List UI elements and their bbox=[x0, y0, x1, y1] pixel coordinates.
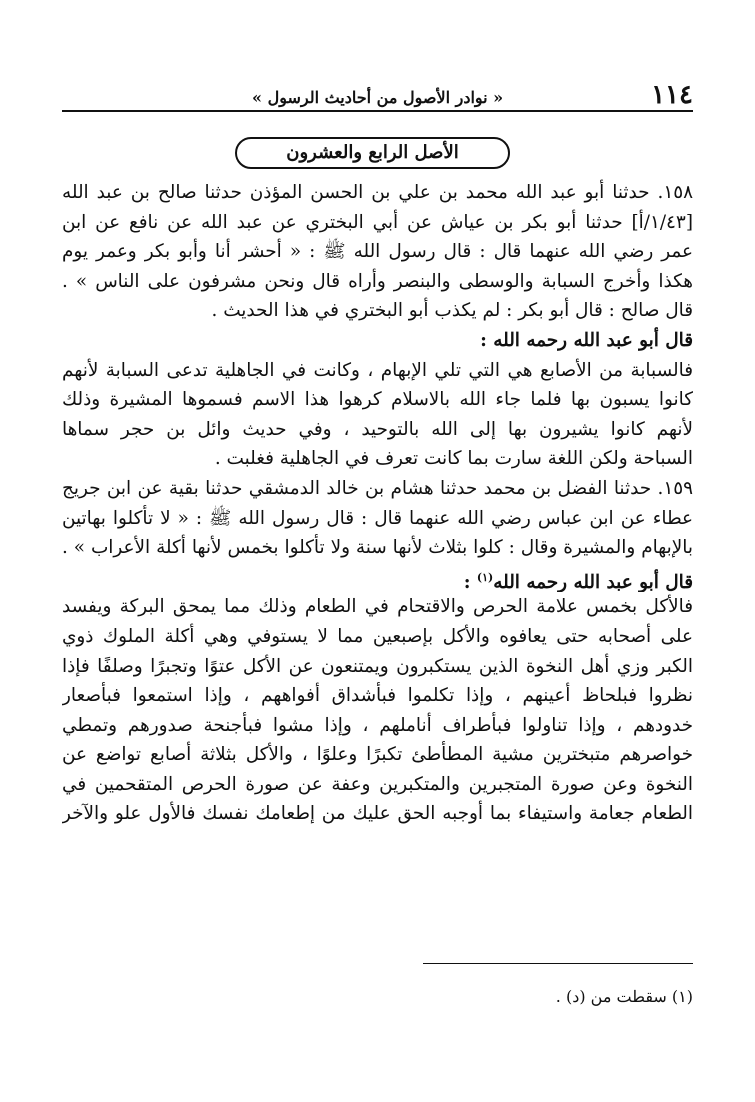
text-line: على أصحابه حتى يعافوه والأكل بإصبعين مما لا يستوفي وهي أكلة الملوك ذوي bbox=[62, 625, 693, 647]
running-title: « نوادر الأصول من أحاديث الرسول » bbox=[252, 88, 504, 107]
text-line: النخوة وعن صورة المتجبرين والمتكبرين وعفة عن صورة الحرص المتقحمين في bbox=[62, 773, 693, 795]
text-line: فالسبابة من الأصابع هي التي تلي الإبهام ، وكانت في الجاهلية تدعى السبابة لأنهم bbox=[62, 359, 693, 381]
page-number: ١١٤ bbox=[651, 80, 693, 110]
footnote: (١) سقطت من (د) . bbox=[555, 987, 693, 1006]
text-line: بالإبهام والمشيرة وقال : كلوا بثلاث لأنها سنة ولا تأكلوا بخمس لأنها أكلة الأعراب » . bbox=[62, 537, 693, 559]
text-line: [١/٤٣/أ] حدثنا أبو بكر بن عياش عن أبي البختري عن عبد الله عن نافع عن ابن bbox=[62, 211, 693, 233]
footnote-divider bbox=[423, 963, 693, 964]
text-line: لأنهم كانوا يشيرون بها إلى الله بالتوحيد ، وفي حديث وائل بن حجر سماها bbox=[62, 418, 693, 440]
text-line: السباحة ولكن اللغة سارت بما كانت تعرف في الجاهلية فغلبت . bbox=[214, 448, 693, 470]
body-text bbox=[62, 178, 693, 829]
text-line: الكبر وزي أهل النخوة الذين يستكبرون ويمتنعون عن الأكل عتوًا وتجبرًا وصلفًا فإذا bbox=[62, 655, 693, 677]
text-line: نظروا فبلحاظ أعينهم ، وإذا تكلموا فبأشداق أفواههم ، وإذا استمعوا فبأصعار bbox=[62, 685, 693, 707]
text-line: خواصرهم متبخترين مشية المطأطئ تكبرًا وعلوًا ، والأكل بثلاثة أصابع تواضع عن bbox=[62, 744, 693, 766]
text-line: فالأكل بخمس علامة الحرص والاقتحام في الطعام وذلك مما يمحق البركة ويفسد bbox=[62, 596, 693, 618]
text-line: قال صالح : قال أبو بكر : لم يكذب أبو البختري في هذا الحديث . bbox=[211, 300, 693, 322]
heading-text: قال أبو عبد الله رحمه الله bbox=[493, 571, 693, 593]
footnote-marker: (١) bbox=[476, 570, 494, 584]
section-title: الأصل الرابع والعشرون bbox=[235, 137, 510, 169]
section-heading: قال أبو عبد الله رحمه الله : bbox=[480, 329, 693, 351]
text-line: عمر رضي الله عنهما قال : قال رسول الله ﷺ : « أحشر أنا وأبو بكر وعمر يوم bbox=[62, 241, 693, 263]
text-line: هكذا وأخرج السبابة والوسطى والبنصر وأراه قال ونحن مشرفون على الناس » . bbox=[62, 270, 693, 292]
text-line: خدودهم ، وإذا تناولوا فبأطراف أناملهم ، وإذا مشوا فبأجنحة صدورهم وتمطي bbox=[62, 714, 693, 736]
heading-colon: : bbox=[463, 571, 477, 593]
text-line: الطعام جعامة واستيفاء بما أوجبه الحق عليك من إطعامك نفسك فالأول علو والآخر bbox=[62, 803, 693, 825]
text-line: عطاء عن ابن عباس رضي الله عنهما قال : قال رسول الله ﷺ : « لا تأكلوا بهاتين bbox=[62, 507, 693, 529]
section-heading bbox=[62, 563, 693, 593]
text-line: ١٥٨. حدثنا أبو عبد الله محمد بن علي بن الحسن المؤذن حدثنا صالح بن عبد الله bbox=[62, 182, 693, 203]
page-header bbox=[62, 78, 693, 112]
text-line: ١٥٩. حدثنا الفضل بن محمد حدثنا هشام بن خالد الدمشقي حدثنا بقية عن ابن جريج bbox=[62, 477, 693, 499]
text-line: كانوا يسبون بها فلما جاء الله بالاسلام كرهوا هذا الاسم فسموها المشيرة وذلك bbox=[62, 389, 693, 411]
